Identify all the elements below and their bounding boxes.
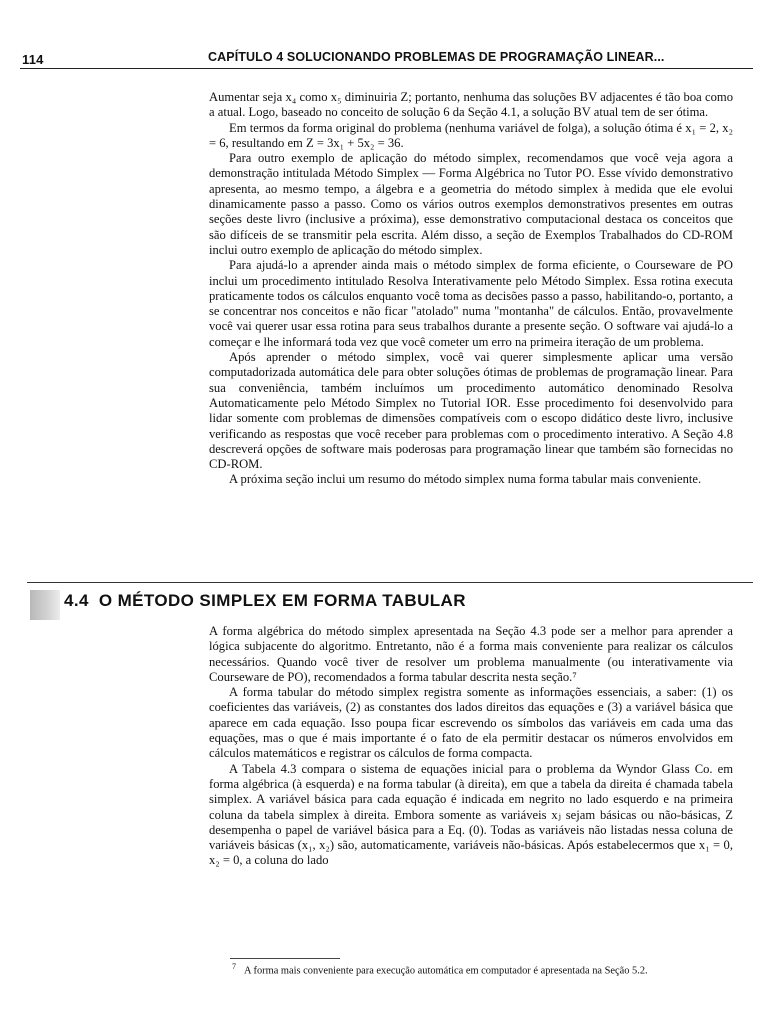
paragraph: A próxima seção inclui um resumo do método simplex numa forma tabular mais conveniente. [229,472,702,487]
section-marker-tab [30,590,60,620]
footnote-text: A forma mais conveniente para execução automática em computador é apresentada na Seção 5.2. [244,965,648,977]
section-rule [27,582,753,583]
section-number: 4.4 [64,591,89,610]
section-title: O MÉTODO SIMPLEX EM FORMA TABULAR [98,591,466,610]
paragraph: Aumentar seja x₄ como x₅ diminuiria Z; portanto, nenhuma das soluções BV adjacentes é tão boa como a atual. Logo, baseado no conceito de solução 6 da Seção 4.1, a solução BV atual tem de ser ótima. [209,90,733,120]
paragraph: A forma tabular do método simplex registra somente as informações essenciais, a saber: (1) os coeficientes das variáveis, (2) as constantes dos lados direitos das equações e (3) a variável básica que aparece em cada equação. Isso poupa ficar escrevendo os símbolos das variáveis em cada uma das equações, mas o que é mais importante é o fato de ela permitir destacar os números envolvidos em cálculos matemáticos e registrar os cálculos de forma compacta. [209,685,733,761]
paragraph: Em termos da forma original do problema (nenhuma variável de folga), a solução ótima é x₁ = 2, x₂ = 6, resultando em Z = 3x₁ + 5x₂ = 36. [209,120,733,150]
footnote-marker: 7 [232,962,236,971]
bottom-text-block [209,624,733,869]
paragraph: Após aprender o método simplex, você vai querer simplesmente aplicar uma versão computadorizada automática dele para obter soluções ótimas de problemas de programação linear. Para sua conveniência, também incluímos um procedimento automático denominado Resolva Automaticamente pelo Método Simplex no Tutorial IOR. Esse procedimento foi desenvolvido para lidar somente com problemas de dimensões compatíveis com o escopo didático deste livro, inclusive verificando as respostas que você receber para problemas com o procedimento interativo. A Seção 4.8 descreverá opções de software mais poderosas para programação linear que também são fornecidas no CD-ROM. [209,350,733,472]
paragraph: A Tabela 4.3 compara o sistema de equações inicial para o problema da Wyndor Glass Co. em forma algébrica (à esquerda) e na forma tabular (à direita), em que a tabela da direita é chamada tabela simplex. A variável básica para cada equação é indicada em negrito no lado esquerdo e na primeira coluna da tabela simplex à direita. Embora somente as variáveis xⱼ sejam básicas ou não-básicas, Z desempenha o papel de variável básica para a Eq. (0). Todas as variáveis não listadas nessa coluna de variáveis básicas (x₁, x₂) são, automaticamente, variáveis não-básicas. Após estabelecermos que x₁ = 0, x₂ = 0, a coluna do lado [209,761,733,868]
paragraph: Para outro exemplo de aplicação do método simplex, recomendamos que você veja agora a demonstração intitulada Método Simplex — Forma Algébrica no Tutor PO. Esse vívido demonstrativo apresenta, ao mesmo tempo, a álgebra e a geometria do método simplex à medida que ele evolui dinamicamente passo a passo. Como os vários outros exemplos demonstrativos presentes em outras seções deste livro (inclusive a próxima), esse demonstrativo computacional destaca os conceitos que são difíceis de se transmitir pela escrita. Além disso, a seção de Exemplos Trabalhados do CD-ROM inclui outro exemplo de aplicação do método simplex. [209,151,733,257]
footnote [232,962,648,976]
page-number: 114 [22,52,44,67]
paragraph: A forma algébrica do método simplex apresentada na Seção 4.3 pode ser a melhor para aprender a lógica subjacente do algoritmo. Entretanto, não é a forma mais conveniente para realizar os cálculos necessários. Quando você tiver de resolver um problema manualmente (ou interativamente via Courseware de PO), recomendados a forma tabular descrita nesta seção.⁷ [209,624,733,684]
paragraph: Para ajudá-lo a aprender ainda mais o método simplex de forma eficiente, o Courseware de PO inclui um procedimento intitulado Resolva Interativamente pelo Método Simplex. Essa rotina executa praticamente todos os cálculos enquanto você toma as decisões passo a passo, habilitando-o, portanto, a se concentrar nos conceitos e não ficar "atolado" numa "montanha" de cálculos. Então, provavelmente você vai querer usar essa rotina para seus trabalhos durante a presente seção. O software vai ajudá-lo a começar e lhe informará toda vez que você cometer um erro na primeira iteração de um problema. [209,258,733,349]
section-heading [64,591,466,611]
footnote-rule [230,958,340,959]
top-text-block [209,90,733,488]
header-rule [20,68,753,69]
running-head: CAPÍTULO 4 SOLUCIONANDO PROBLEMAS DE PROGRAMAÇÃO LINEAR... [208,50,665,64]
